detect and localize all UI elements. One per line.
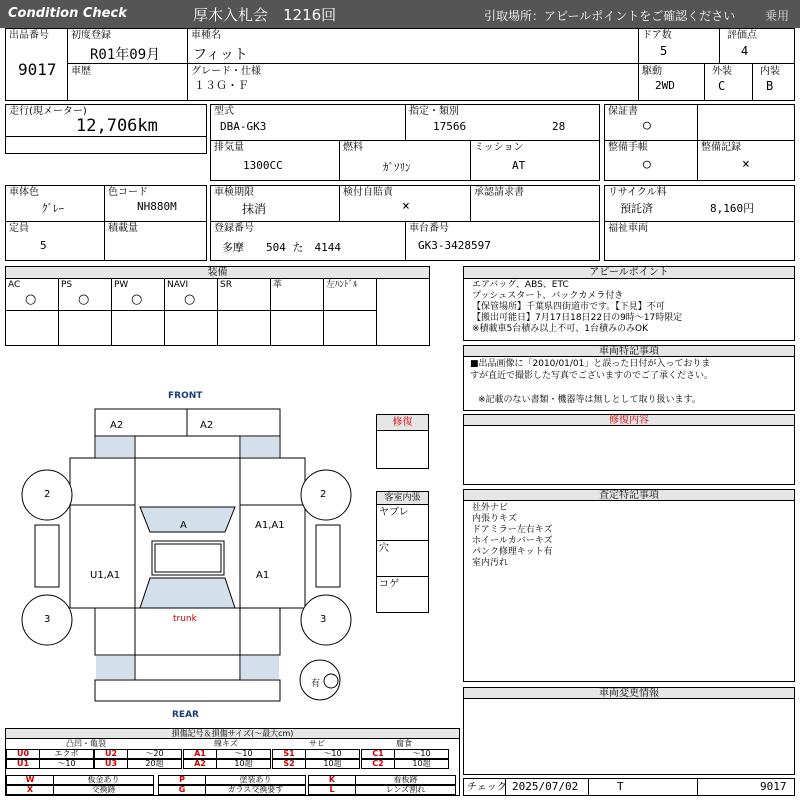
- lot-number: 9017: [18, 60, 57, 79]
- notes-line: [470, 382, 713, 394]
- approval-label: 承認請求書: [474, 187, 524, 198]
- inspection-note: 内張りキズ: [472, 514, 517, 524]
- pickup-notice: 引取場所：アピールポイントをご確認ください: [484, 9, 736, 23]
- equipment-name: PS: [61, 280, 73, 290]
- appeal-line: 【搬出可能日】7月17日18日22日の9時～17時限定: [472, 313, 683, 323]
- front-label: FRONT: [168, 391, 203, 401]
- equipment-item: [111, 278, 165, 311]
- equipment-extra-cell: [217, 311, 271, 346]
- legend-title: 損傷記号＆損傷サイズ(～最大cm): [6, 729, 459, 739]
- equipment-name: NAVI: [167, 280, 189, 290]
- grade-value: １３Ｇ・Ｆ: [194, 79, 249, 92]
- header-bar: [0, 0, 800, 28]
- equipment-name: 左ﾊﾝﾄﾞﾙ: [326, 280, 358, 290]
- doors-label: ドア数: [642, 30, 672, 41]
- legend-code: X: [6, 785, 54, 795]
- inspection-note: 室内汚れ: [472, 558, 509, 568]
- record-label: 整備記録: [701, 142, 741, 153]
- score-label: 評価点: [727, 30, 757, 41]
- equipment-extra-cell: [5, 311, 59, 346]
- legend-code: U1: [6, 759, 40, 769]
- color-code-label: 色コード: [108, 187, 148, 198]
- equipment-item: [164, 278, 218, 311]
- equipment-item: [323, 278, 377, 311]
- color-value: ｸﾞﾚｰ: [42, 202, 64, 215]
- equipment-extra-cell: [164, 311, 218, 346]
- inspection-notes-lines: [472, 503, 553, 569]
- legend-meaning: 板金あり: [54, 775, 154, 785]
- legend-meaning: 交換跡: [54, 785, 154, 795]
- type-value: DBA-GK3: [220, 120, 267, 133]
- legend-code: A2: [183, 759, 217, 769]
- exterior-label: 外装: [712, 66, 732, 77]
- notes-box: [463, 345, 795, 411]
- notes-lines: [470, 358, 713, 406]
- equipment-item: [58, 278, 112, 311]
- warranty-value: ○: [643, 118, 651, 133]
- tire-fr-mark: 2: [320, 489, 327, 500]
- trunk-label: trunk: [173, 614, 197, 624]
- check-date: 2025/07/02: [512, 780, 579, 793]
- mileage-label: 走行(現メーター): [9, 106, 87, 117]
- legend-meaning: ガラス交換要す: [206, 785, 306, 795]
- legend-code: S2: [272, 759, 306, 769]
- right-front-door-mark: A1,A1: [255, 520, 285, 531]
- load-label: 積載量: [108, 223, 138, 234]
- legend-groups: [6, 739, 459, 749]
- spare-tire-mark: 有: [311, 679, 321, 689]
- notes-line: ■出品画像に「2010/01/01」と誤った日付が入っておりま: [470, 359, 711, 369]
- equipment-name: AC: [8, 280, 21, 290]
- legend-code: U2: [94, 749, 128, 759]
- liability-value: ×: [402, 199, 410, 214]
- change-info-box: [463, 687, 795, 775]
- equipment-item: [217, 278, 271, 311]
- category-value: 28: [552, 120, 566, 133]
- fuel-label: 燃料: [343, 142, 363, 153]
- appeal-line: プッシュスタート、バックカメラ付き: [472, 291, 624, 301]
- appeal-line: ※積載車5台積み以上不可、1台積みのみOK: [472, 324, 648, 334]
- inspection-value: 抹消: [242, 202, 267, 216]
- legend-group: 凸凹・亀裂: [66, 739, 106, 748]
- repair-title: 修復内容: [464, 415, 794, 426]
- liability-label: 検付自賠責: [343, 187, 393, 198]
- legend-code: A1: [183, 749, 217, 759]
- legend-meaning: ～20: [128, 749, 182, 759]
- recycle-status: 預託済: [620, 202, 653, 215]
- inspection-note: ドアミラー左右キズ: [472, 525, 553, 535]
- inspection-notes-title: 査定特記事項: [464, 490, 794, 501]
- color-code-value: NH880M: [137, 200, 177, 213]
- equipment-title: 装備: [6, 267, 429, 279]
- recycle-fee: 8,160円: [710, 202, 755, 215]
- lot-label: 出品番号: [9, 30, 49, 41]
- legend-code: G: [158, 785, 206, 795]
- equipment-extra-cell: [270, 311, 324, 346]
- score-value: 4: [741, 44, 749, 58]
- repair-side-title: 修復: [377, 415, 428, 431]
- legend-group: 線キズ: [214, 739, 238, 748]
- plate-label: 登録番号: [214, 223, 254, 234]
- legend-meaning: ～10: [217, 749, 271, 759]
- appeal-line: エアバッグ、ABS、ETC: [472, 280, 569, 290]
- hood-mark: A: [180, 520, 187, 531]
- legend-code: U3: [94, 759, 128, 769]
- designation-value: 17566: [433, 120, 467, 133]
- equipment-mark: ○: [25, 292, 37, 307]
- equipment-item: [270, 278, 324, 311]
- interior-item: 穴: [379, 543, 389, 554]
- tire-rl-mark: 3: [44, 614, 51, 625]
- auction-title: 厚木入札会 1216回: [193, 6, 337, 24]
- mileage-value: 12,706km: [76, 116, 158, 136]
- footer-lot: 9017: [760, 780, 787, 793]
- repair-box: [463, 414, 795, 485]
- appeal-title: アピールポイント: [464, 267, 794, 279]
- interior-item: コゲ: [379, 579, 399, 590]
- rear-label: REAR: [172, 710, 199, 720]
- chassis-label: 車台番号: [409, 223, 449, 234]
- capacity-label: 定員: [9, 223, 29, 234]
- equipment-name: SR: [220, 280, 232, 290]
- legend-group: 腐食: [396, 739, 412, 748]
- manual-label: 整備手帳: [608, 142, 648, 153]
- left-doors-mark: U1,A1: [90, 570, 121, 581]
- equipment-extra-cell: [323, 311, 377, 346]
- inspection-note: パンク修理キット有: [472, 547, 553, 557]
- equipment-extra-cell: [58, 311, 112, 346]
- designation-label: 指定・類別: [409, 106, 459, 117]
- legend-meaning: ～10: [395, 749, 449, 759]
- equipment-item: [5, 278, 59, 311]
- equipment-mark: ○: [184, 292, 196, 307]
- legend-code: P: [158, 775, 206, 785]
- legend-meaning: エクボ: [40, 749, 94, 759]
- inspection-note: 社外ナビ: [472, 503, 509, 513]
- damage-legend: [5, 728, 460, 796]
- history-label: 車歴: [71, 66, 91, 77]
- model-name-label: 車種名: [191, 30, 221, 41]
- drive-label: 駆動: [642, 66, 662, 77]
- capacity-value: 5: [40, 239, 47, 252]
- equipment-name: 革: [273, 280, 283, 290]
- legend-group: サビ: [309, 739, 325, 748]
- tire-rr-mark: 3: [320, 614, 327, 625]
- inspection-notes-box: [463, 489, 795, 682]
- bumper-left-mark: A2: [110, 420, 124, 431]
- appeal-box: [463, 266, 795, 341]
- repair-side-box: [376, 414, 429, 469]
- equipment-extra-cell: [111, 311, 165, 346]
- legend-meaning: 10超: [306, 759, 360, 769]
- legend-meaning: ～10: [40, 759, 94, 769]
- welfare-label: 福祉車両: [608, 223, 648, 234]
- legend-meaning: 塗装あり: [206, 775, 306, 785]
- legend-code: K: [308, 775, 356, 785]
- type-label: 型式: [214, 106, 234, 117]
- vehicle-class: 乗用: [765, 9, 790, 23]
- bumper-right-mark: A2: [200, 420, 214, 431]
- equipment-name: PW: [114, 280, 129, 290]
- legend-meaning: 10超: [217, 759, 271, 769]
- tire-fl-mark: 2: [44, 489, 51, 500]
- legend-code: S1: [272, 749, 306, 759]
- inspection-note: ホイールカバーキズ: [472, 536, 553, 546]
- manual-value: ○: [643, 157, 651, 172]
- interior-box: [376, 491, 429, 613]
- model-name-value: フィット: [193, 47, 248, 63]
- legend-meaning: レンズ割れ: [356, 785, 456, 795]
- check-label: チェック: [467, 782, 507, 793]
- mission-label: ミッション: [474, 142, 524, 153]
- inspection-label: 車検期限: [214, 187, 254, 198]
- legend-meaning: 10超: [395, 759, 449, 769]
- legend-meaning: ～10: [306, 749, 360, 759]
- interior-label: 内装: [760, 66, 780, 77]
- recycle-label: リサイクル料: [608, 187, 667, 198]
- notes-title: 車両特記事項: [464, 346, 794, 357]
- appeal-lines: [472, 280, 682, 335]
- legend-code: C2: [361, 759, 395, 769]
- interior-title: 客室内張: [377, 492, 428, 505]
- appeal-line: 【保管場所】千葉県四街道市です。【下見】不可: [472, 302, 665, 312]
- displacement-value: 1300CC: [243, 159, 283, 172]
- doors-value: 5: [660, 44, 668, 58]
- interior-item: ヤブレ: [379, 507, 409, 518]
- brand-title: Condition Check: [8, 6, 127, 21]
- change-info-title: 車両変更情報: [464, 688, 794, 699]
- color-label: 車体色: [9, 187, 39, 198]
- exterior-value: C: [718, 79, 726, 93]
- right-rear-door-mark: A1: [256, 570, 270, 581]
- mission-value: AT: [512, 159, 526, 172]
- notes-line: ※記載のない書類・機器等は無しとして取り扱います。: [478, 395, 701, 405]
- interior-value: B: [766, 79, 774, 93]
- legend-meaning: 20超: [128, 759, 182, 769]
- vehicle-info-row: [5, 28, 795, 101]
- first-reg-label: 初度登録: [71, 30, 111, 41]
- warranty-label: 保証書: [608, 106, 638, 117]
- notes-line: すが直近で撮影した写真でございますのでご了承ください。: [470, 371, 714, 381]
- displacement-label: 排気量: [214, 142, 244, 153]
- legend-meaning: 看板跡: [356, 775, 456, 785]
- legend-code: L: [308, 785, 356, 795]
- legend-code: C1: [361, 749, 395, 759]
- grade-label: グレード・仕様: [191, 66, 261, 77]
- chassis-value: GK3-3428597: [418, 239, 491, 252]
- first-reg-value: R01年09月: [90, 47, 161, 63]
- legend-code: W: [6, 775, 54, 785]
- plate-value: 多摩 504 た 4144: [222, 241, 341, 254]
- record-value: ×: [742, 157, 750, 172]
- drive-value: 2WD: [655, 79, 675, 92]
- checker-initial: T: [617, 780, 624, 793]
- equipment-mark: ○: [131, 292, 143, 307]
- legend-code: U0: [6, 749, 40, 759]
- fuel-value: ｶﾞｿﾘﾝ: [383, 161, 411, 174]
- equipment-mark: ○: [78, 292, 90, 307]
